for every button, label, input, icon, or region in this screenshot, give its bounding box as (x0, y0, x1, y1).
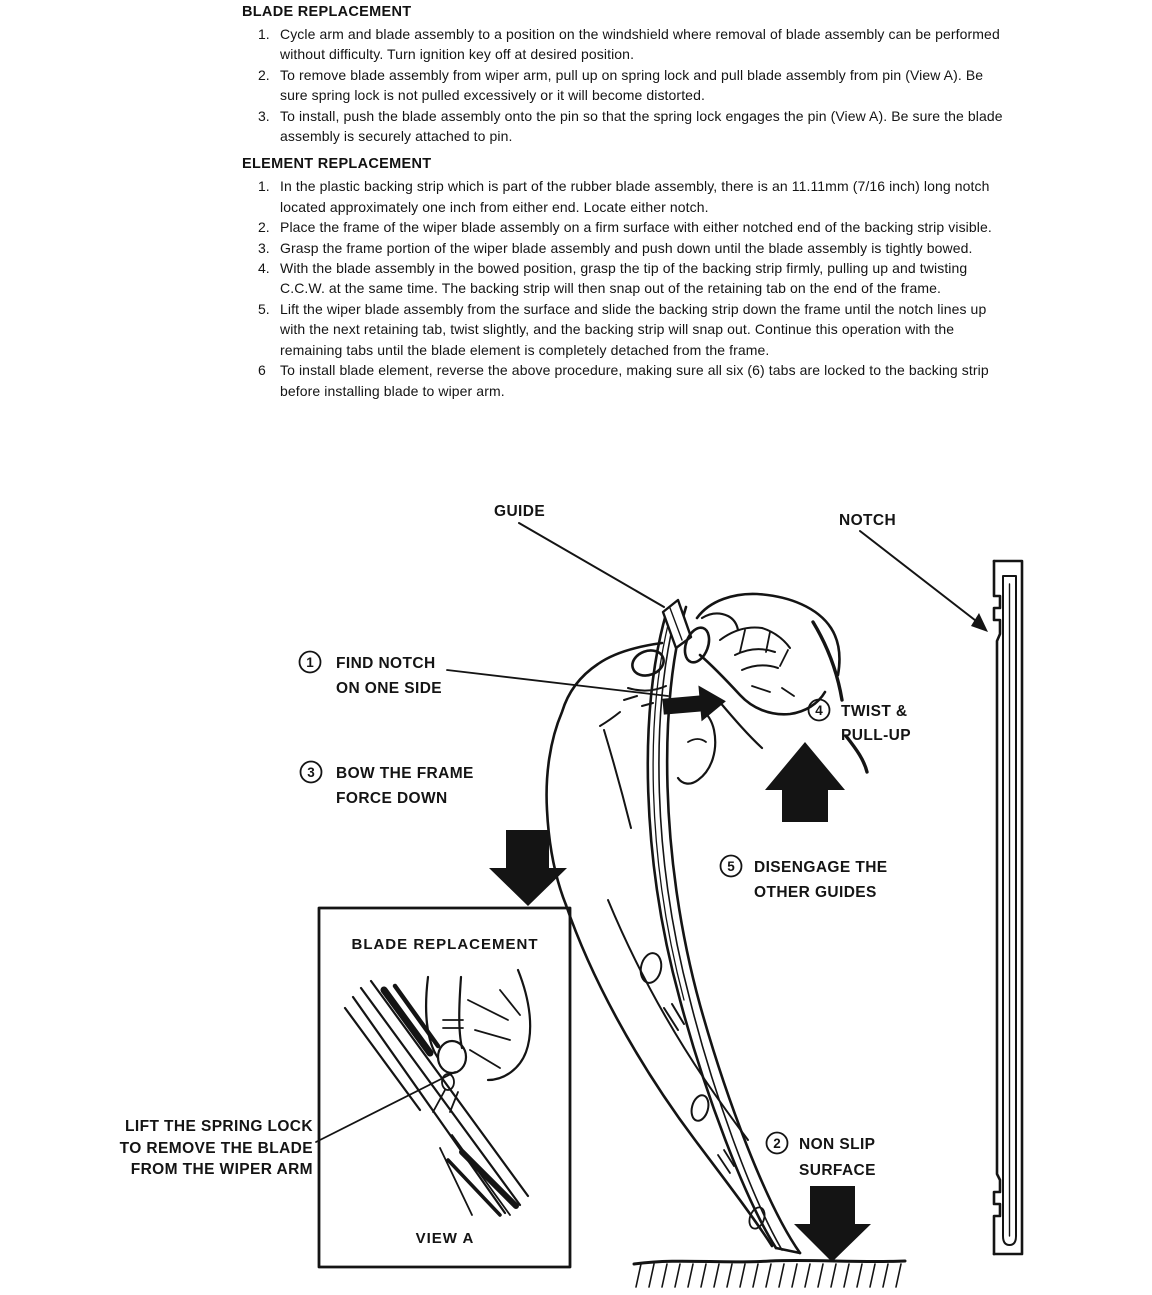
callout-1-leader-line (447, 670, 668, 696)
right-fist (681, 594, 867, 772)
item-number: 1. (258, 178, 270, 195)
callout-text: SURFACE (799, 1162, 876, 1179)
callout-text: FIND NOTCH (336, 655, 436, 672)
forearm-contour-upper (813, 622, 842, 700)
section-element-replacement (242, 156, 1014, 400)
notch-leader-line (860, 531, 980, 624)
list-item (242, 217, 1014, 237)
notch-leader-arrowhead (971, 613, 988, 632)
thumb-nail (629, 646, 667, 679)
guide-leader-line (519, 523, 664, 607)
callout-3-bow-frame (301, 762, 474, 808)
callout-2-non-slip (767, 1133, 876, 1180)
item-text: To install, push the blade assembly onto the pin so that the spring lock engages the pin (View A). Be sure the blade assembly is securely attached to pin. (280, 107, 1003, 145)
list-item (242, 258, 1014, 299)
list-item (242, 106, 1014, 147)
list-item (242, 360, 1014, 401)
callout-1-find-notch (300, 652, 669, 698)
list-item (242, 24, 1014, 65)
item-number: 4. (258, 260, 270, 277)
item-text: Cycle arm and blade assembly to a position on the windshield where removal of blade assembly can be performed without difficulty. Turn ignition key off at desired position. (280, 26, 1000, 63)
item-number: 3. (258, 239, 270, 256)
section-heading: BLADE REPLACEMENT (242, 4, 412, 20)
item-text: With the blade assembly in the bowed position, grasp the tip of the backing strip firmly, pulling up and twisting C.C.W. at the same time. The backing strip will then snap out of the retaining tab on the end of the frame. (280, 260, 968, 297)
item-number: 3. (258, 107, 270, 124)
list-item (242, 238, 1014, 258)
callout-text: DISENGAGE THE (754, 859, 888, 876)
notch-label: NOTCH (839, 512, 897, 529)
item-number: 2. (258, 66, 270, 83)
callout-4-twist-pull-up (809, 700, 911, 745)
list-item (242, 299, 1014, 360)
pull-up-arrow (765, 742, 845, 822)
inset-drawing (345, 970, 530, 1215)
item-number: 1. (258, 26, 270, 42)
view-a-inset (319, 908, 570, 1267)
force-down-arrow (489, 830, 567, 906)
inset-thumb (438, 1041, 466, 1073)
callout-number: 5 (727, 859, 735, 874)
list-item (242, 65, 1014, 106)
callout-number: 3 (307, 765, 315, 780)
note-text: FROM THE WIPER ARM (130, 1161, 313, 1178)
item-text: Place the frame of the wiper blade assembly on a firm surface with either notched end of the backing strip visible. (280, 219, 992, 236)
item-number: 2. (258, 219, 270, 236)
item-text: To install blade element, reverse the above procedure, making sure all six (6) tabs are locked to the backing strip before installing blade to wiper arm. (280, 362, 989, 399)
callout-text: ON ONE SIDE (336, 680, 443, 697)
inset-caption: VIEW A (415, 1230, 475, 1247)
ground-hatching (636, 1264, 901, 1287)
section-heading: ELEMENT REPLACEMENT (242, 156, 432, 173)
callout-text: OTHER GUIDES (754, 884, 877, 901)
callout-number: 2 (773, 1136, 781, 1151)
guide-label: GUIDE (494, 503, 546, 520)
item-text: Lift the wiper blade assembly from the surface and slide the backing strip down the frame until the notch lines up with the next retaining tab, twist slightly, and the backing strip will snap out. Continue this operation with the remaining tabs until the blade element is completely detached from the frame. (280, 300, 987, 358)
press-down-arrow (794, 1186, 871, 1262)
callout-text: BOW THE FRAME (336, 765, 474, 782)
item-text: To remove blade assembly from wiper arm, pull up on spring lock and pull blade assembly from pin (View A). Be sure spring lock is not pulled excessively or it will become distorted. (280, 66, 984, 104)
wiper-blade-diagram (0, 460, 1152, 1295)
list-item (242, 176, 1014, 217)
item-number: 5. (258, 300, 270, 317)
callout-text: PULL-UP (841, 727, 911, 744)
main-illustration (489, 594, 905, 1287)
item-text: In the plastic backing strip which is part of the rubber blade assembly, there is an 11.11mm (7/16 inch) long notch located approximately one inch from either end. Locate either notch. (280, 178, 990, 215)
inset-title: BLADE REPLACEMENT (351, 936, 539, 953)
instruction-text (242, 4, 1014, 411)
callout-number: 4 (815, 703, 823, 718)
section-blade-replacement (242, 4, 1014, 146)
note-text: LIFT THE SPRING LOCK (125, 1118, 313, 1135)
note-text: TO REMOVE THE BLADE (119, 1140, 313, 1157)
callout-text: TWIST & (841, 703, 908, 720)
callout-text: FORCE DOWN (336, 790, 448, 807)
callout-number: 1 (306, 655, 314, 670)
spring-lock-leader-line (316, 1072, 455, 1142)
element-strip (994, 561, 1022, 1254)
item-number: 6 (258, 362, 266, 379)
callout-5-disengage-guides (721, 856, 888, 902)
callout-text: NON SLIP (799, 1136, 876, 1153)
non-slip-surface (634, 1260, 905, 1287)
item-text: Grasp the frame portion of the wiper blade assembly and push down until the blade assembly is tightly bowed. (280, 239, 973, 256)
